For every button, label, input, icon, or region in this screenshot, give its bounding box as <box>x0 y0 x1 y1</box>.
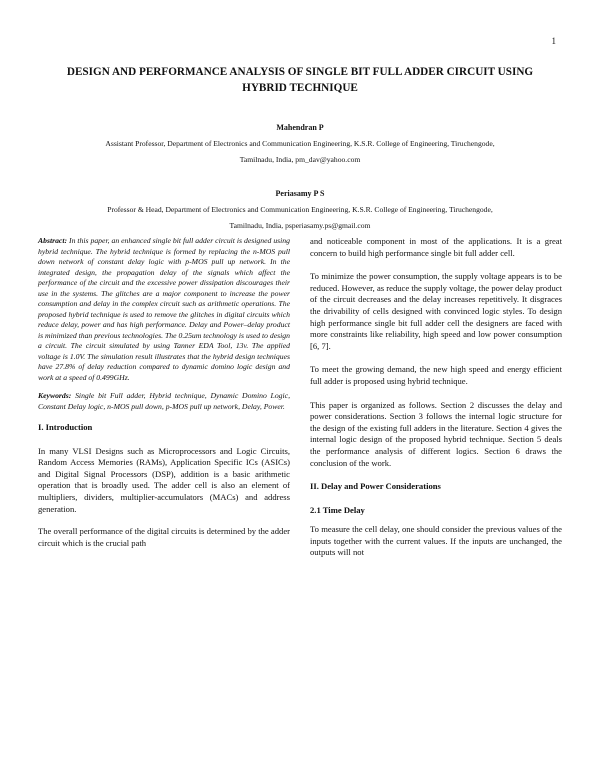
author-block-2 <box>20 186 580 234</box>
paper-title: DESIGN AND PERFORMANCE ANALYSIS OF SINGLE BIT FULL ADDER CIRCUIT USING HYBRID TECHNIQUE <box>66 66 534 94</box>
keywords-text: Single bit Full adder, Hybrid technique, Dynamic Domino Logic, Constant Delay logic, n-MOS pull down, p-MOS pull up network, Delay, Power. <box>38 391 290 411</box>
section-heading-introduction: I. Introduction <box>38 422 93 432</box>
keywords-label: Keywords: <box>38 391 72 400</box>
paragraph: In many VLSI Designs such as Microprocessors and Logic Circuits, Random Access Memories (RAMs), Application Specific ICs (ASICs) and Digital Signal Processors (DSP), addition is a basic arithmetic operation that is broadly used. The adder cell is also an element of multipliers, dividers, multiplier-accumulators (MACs) and address generation. <box>38 445 290 514</box>
abstract <box>38 236 290 383</box>
section-heading-delay-power: II. Delay and Power Considerations <box>310 481 441 492</box>
abstract-label: Abstract: <box>38 236 68 245</box>
paragraph: To measure the cell delay, one should consider the previous values of the inputs together with the current values. If the inputs are unchanged, the outputs will not <box>310 524 562 558</box>
author-affiliation: Assistant Professor, Department of Electronics and Communication Engineering, K.S.R. College of Engineering, Tiruchengode, <box>105 139 495 148</box>
abstract-text: In this paper, an enhanced single bit full adder circuit is designed using hybrid technique. The hybrid technique is formed by replacing the n-MOS pull down network of constant delay logic with p-MOS pull up network. In the integrated design, the propagation delay of the signals which affect the performance of the circuit and the excessive power dissipation discourages their use in the systems. The glitches are a major component to increase the power consumption and delay in the complex circuit such as arithmetic operations. The proposed hybrid technique is used to remove the glitches in digital circuits which reduce delay, power and has high performance. Delay and Power–delay product is minimized than previous technologies. The 0.25um technology is used to design a circuit. The circuit simulated by using Tanner EDA Tool, 13v. The applied voltage is 1.0V. The simulation result illustrates that the hybrid design techniques have 27.8% of delay reduction compared to dynamic domino logic design and work at a speed of 0.499GHz. <box>38 236 290 382</box>
author-block-1 <box>20 120 580 168</box>
author-name: Periasamy P S <box>275 189 325 198</box>
keywords <box>38 391 290 412</box>
paragraph: and noticeable component in most of the applications. It is a great concern to build high performance single bit full adder cell. <box>310 236 562 258</box>
author-location-email: Tamilnadu, India, pm_dav@yahoo.com <box>239 155 361 164</box>
subsection-heading-time-delay: 2.1 Time Delay <box>310 504 365 515</box>
right-column <box>310 236 562 570</box>
paragraph: The overall performance of the digital circuits is determined by the adder circuit which is the crucial path <box>38 526 290 548</box>
author-name: Mahendran P <box>276 123 324 132</box>
left-column <box>38 236 290 560</box>
author-affiliation: Professor & Head, Department of Electronics and Communication Engineering, K.S.R. College of Engineering, Tiruchengode, <box>107 205 493 214</box>
paragraph: To meet the growing demand, the new high speed and energy efficient full adder is proposed using hybrid technique. <box>310 364 562 386</box>
paragraph: This paper is organized as follows. Section 2 discusses the delay and power considerations. Section 3 follows the internal logic structure for the design of the existing full adders in the literature. Section 4 gives the internal logic design of the proposed hybrid technique. Section 5 deals the performance analysis of different logics. Section 6 draws the conclusion of the work. <box>310 399 562 468</box>
author-location-email: Tamilnadu, India, psperiasamy.ps@gmail.com <box>229 221 371 230</box>
paragraph: To minimize the power consumption, the supply voltage appears is to be reduced. However, as reduce the supply voltage, the power delay product of the circuit decreases and the delay increases repetitively. It disgraces the drivability of cells designed with convinced logic styles. To design high performance single bit full adder cell the designers are faced with more constraints like reliability, high speed and low power consumption [6, 7]. <box>310 271 562 351</box>
page-number: 1 <box>551 36 556 46</box>
